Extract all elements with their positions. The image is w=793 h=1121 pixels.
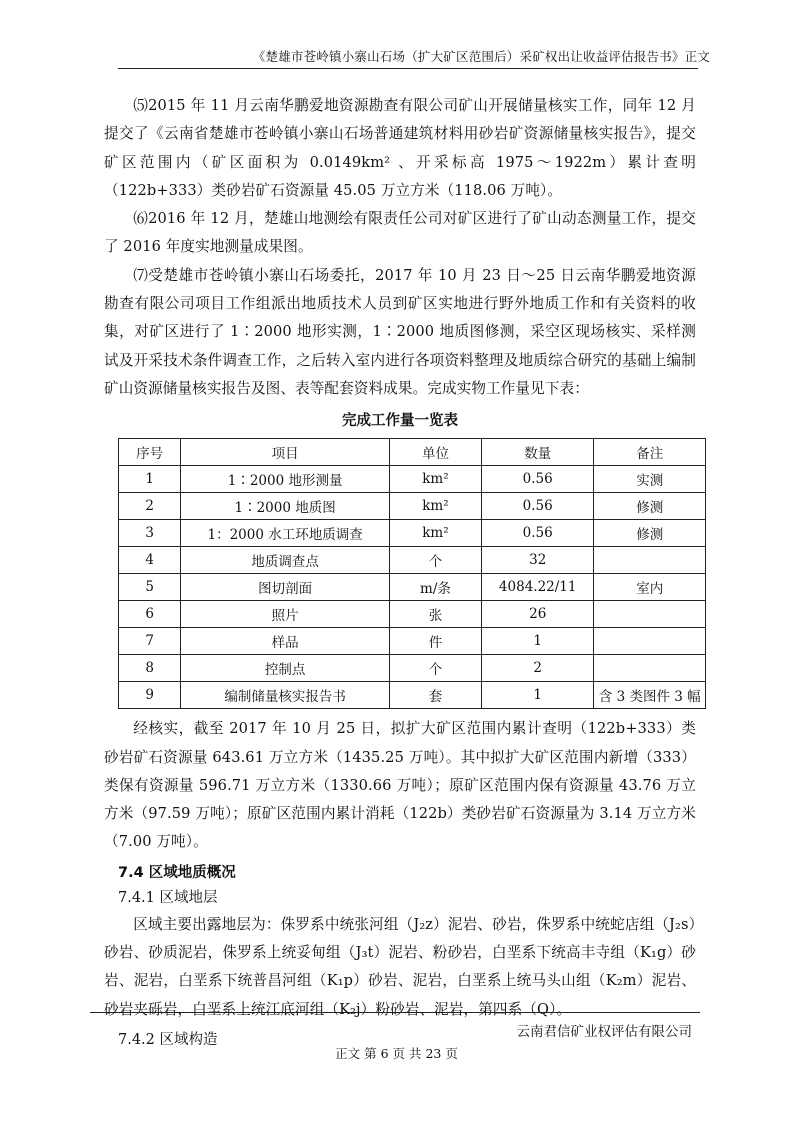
- table-row: [119, 601, 706, 628]
- table-cell: 6: [119, 601, 181, 628]
- paragraph-6: ⑹2016 年 12 月，楚雄山地测绘有限责任公司对矿区进行了矿山动态测量工作，提交了 2016 年度实地测量成果图。: [104, 210, 696, 256]
- table-cell: 实测: [594, 466, 706, 493]
- table-cell: 5: [119, 574, 181, 601]
- table-row: [119, 682, 706, 709]
- table-cell: 3: [119, 520, 181, 547]
- table-cell: 7: [119, 628, 181, 655]
- table-cell: [594, 655, 706, 682]
- table-cell: 图切剖面: [181, 574, 390, 601]
- table-cell: 1∶2000 地形测量: [181, 466, 390, 493]
- subsection-heading: 7.4.1 区域地层: [118, 889, 218, 906]
- table-cell: [594, 601, 706, 628]
- table-cell: 地质调查点: [181, 547, 390, 574]
- table-cell: 含 3 类图件 3 幅: [594, 682, 706, 709]
- section-heading: 7.4 区域地质概况: [118, 864, 236, 881]
- table-cell: [594, 628, 706, 655]
- table-cell: 26: [481, 601, 593, 628]
- table-cell: 样品: [181, 628, 390, 655]
- table-cell: 4084.22/11: [481, 574, 593, 601]
- paragraph-5: ⑸2015 年 11 月云南华鹏爱地资源勘查有限公司矿山开展储量核实工作，同年 12 月提交了《云南省楚雄市苍岭镇小寨山石场普通建筑材料用砂岩矿资源储量核实报告》，提交矿区范围内（矿区面积为 0.0149km² 、开采标高 1975～1922m）累计查明（122b+333）类砂岩矿石资源量 45.05 万立方米（118.06 万吨）。: [104, 97, 696, 199]
- table-cell: 修测: [594, 520, 706, 547]
- table-row: [119, 574, 706, 601]
- table-cell: 1: [481, 628, 593, 655]
- table-row: [119, 628, 706, 655]
- table-header-row: [119, 439, 706, 466]
- page-header: 《楚雄市苍岭镇小寨山石场（扩大矿区范围后）采矿权出让收益评估报告书》正文: [252, 49, 710, 64]
- table-cell: 0.56: [481, 520, 593, 547]
- table-cell: 张: [389, 601, 481, 628]
- document-body: [104, 92, 701, 1053]
- table-cell: 套: [389, 682, 481, 709]
- table-cell: 2: [481, 655, 593, 682]
- table-cell: 0.56: [481, 493, 593, 520]
- table-cell: 控制点: [181, 655, 390, 682]
- table-row: [119, 466, 706, 493]
- table-row: [119, 493, 706, 520]
- table-cell: m/条: [389, 574, 481, 601]
- table-title: 完成工作量一览表: [342, 413, 458, 430]
- table-cell: 编制储量核实报告书: [181, 682, 390, 709]
- header-cell: 单位: [389, 439, 481, 466]
- header-cell: 项目: [181, 439, 390, 466]
- table-cell: 1: [119, 466, 181, 493]
- table-cell: 照片: [181, 601, 390, 628]
- subsection-heading: 7.4.2 区域构造: [118, 1031, 218, 1048]
- table-cell: km²: [389, 520, 481, 547]
- header-rule: [118, 68, 698, 69]
- table-cell: 室内: [594, 574, 706, 601]
- table-row: [119, 655, 706, 682]
- table-body: [119, 466, 706, 709]
- table-cell: 1∶2000 地质图: [181, 493, 390, 520]
- table-cell: 2: [119, 493, 181, 520]
- table-cell: 修测: [594, 493, 706, 520]
- header-cell: 序号: [119, 439, 181, 466]
- table-cell: 9: [119, 682, 181, 709]
- table-cell: 4: [119, 547, 181, 574]
- table-cell: 1：2000 水工环地质调查: [181, 520, 390, 547]
- table-row: [119, 547, 706, 574]
- table-cell: 1: [481, 682, 593, 709]
- table-cell: 0.56: [481, 466, 593, 493]
- table-cell: 8: [119, 655, 181, 682]
- table-cell: 件: [389, 628, 481, 655]
- footer-rule: [90, 1012, 700, 1013]
- table-row: [119, 520, 706, 547]
- table-cell: 个: [389, 547, 481, 574]
- table-cell: km²: [389, 466, 481, 493]
- paragraph-7: ⑺受楚雄市苍岭镇小寨山石场委托，2017 年 10 月 23 日～25 日云南华鹏爱地资源勘查有限公司项目工作组派出地质技术人员到矿区实地进行野外地质工作和有关资料的收集，对矿区进行了 1∶2000 地形实测，1∶2000 地质图修测，采空区现场核实、采样测试及开采技术条件调查工作，之后转入室内进行各项资料整理及地质综合研究的基础上编制矿山资源储量核实报告及图、表等配套资料成果。完成实物工作量见下表：: [104, 266, 696, 397]
- header-cell: 备注: [594, 439, 706, 466]
- page-number: 正文 第 6 页 共 23 页: [335, 1046, 458, 1061]
- region-paragraph: 区域主要出露地层为：侏罗系中统张河组（J₂z）泥岩、砂岩，侏罗系中统蛇店组（J₂s）砂岩、砂质泥岩，侏罗系上统妥甸组（J₃t）泥岩、粉砂岩，白垩系下统高丰寺组（K₁g）砂岩、泥岩，白垩系下统普昌河组（K₁p）砂岩、泥岩，白垩系上统马头山组（K₂m）泥岩、砂岩夹砾岩，白垩系上统江底河组（K₂j）粉砂岩、泥岩，第四系（Q）。: [104, 915, 696, 1018]
- verification-paragraph: 经核实，截至 2017 年 10 月 25 日，拟扩大矿区范围内累计查明（122b+333）类砂岩矿石资源量 643.61 万立方米（1435.25 万吨）。其中拟扩大矿区范围内新增（333）类保有资源量 596.71 万立方米（1330.66 万吨）；原矿区范围内保有资源量 43.76 万立方米（97.59 万吨）；原矿区范围内累计消耗（122b）类砂岩矿石资源量为 3.14 万立方米（7.00 万吨）。: [104, 720, 696, 851]
- table-cell: 32: [481, 547, 593, 574]
- workload-table: [118, 438, 706, 709]
- table-cell: [594, 547, 706, 574]
- company-name: 云南君信矿业权评估有限公司: [516, 1024, 692, 1040]
- table-cell: km²: [389, 493, 481, 520]
- header-cell: 数量: [481, 439, 593, 466]
- table-cell: 个: [389, 655, 481, 682]
